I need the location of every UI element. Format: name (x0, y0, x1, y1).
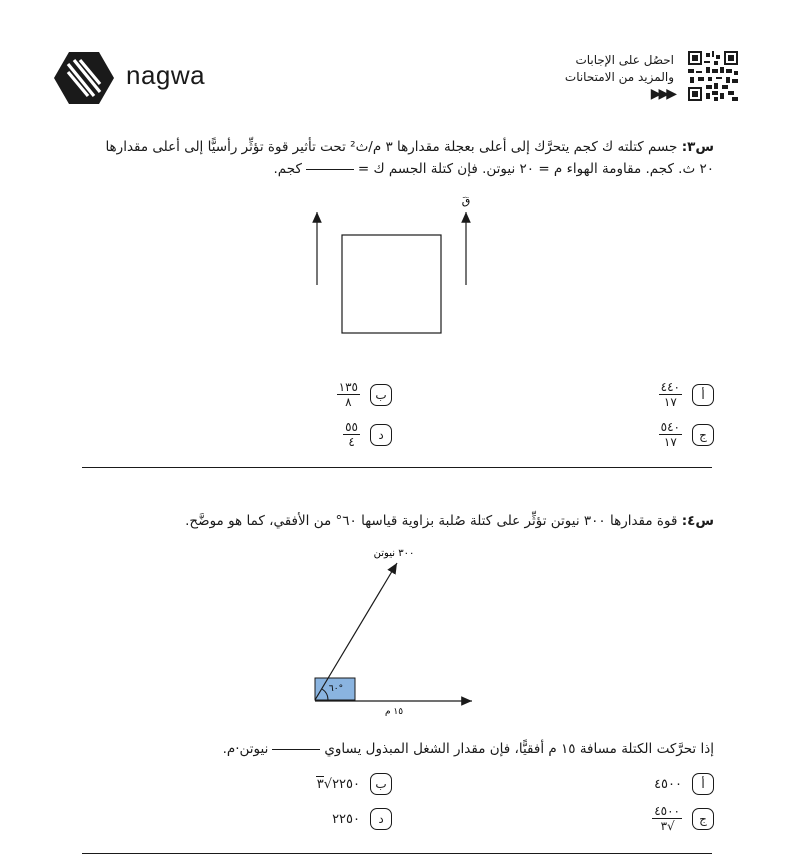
q4-statement: قوة مقدارها ٣٠٠ نيوتن تؤثِّر على كتلة صُلبة بزاوية قياسها ٦٠° من الأفقي، كما هو موضَّح. (185, 513, 678, 529)
radicand: ٣ (316, 776, 324, 792)
fraction-denominator: ١٧ (663, 395, 677, 409)
q4-option-a[interactable] (654, 773, 714, 795)
nagwa-logo-icon (54, 52, 114, 104)
fraction-numerator: ٤٤٠ (660, 380, 680, 394)
q3-option-d[interactable] (343, 420, 392, 449)
fraction-denominator: ١٧ (663, 435, 677, 449)
q3-option-b[interactable] (337, 380, 392, 409)
q3-option-a[interactable] (659, 380, 714, 409)
force-label: قَ (461, 194, 471, 207)
option-value: ٤٥٠٠ (654, 776, 682, 792)
force-label: ٣٠٠ نيوتن (373, 548, 415, 559)
q3-line-2-end: كجم. (273, 161, 302, 177)
option-letter-badge: د (370, 424, 392, 446)
option-letter-badge: ب (370, 384, 392, 406)
q4-text (74, 510, 714, 532)
fraction-numerator: ٤٥٠٠ (654, 804, 680, 818)
question-divider (82, 467, 712, 468)
fraction-denominator: ٨ (345, 395, 352, 409)
option-letter-badge: أ (692, 773, 714, 795)
fraction-numerator: ٥٤٠ (660, 420, 680, 434)
option-value: ٢٢٥٠ (332, 811, 360, 827)
option-fraction (652, 804, 682, 833)
distance-label: ١٥ م (384, 707, 404, 717)
q3-line-1 (74, 136, 714, 158)
fraction-numerator: ٥٥ (345, 420, 358, 434)
fraction-numerator: ١٣٥ (338, 380, 358, 394)
q3-number: س٣: (681, 139, 714, 155)
option-letter-badge: د (370, 808, 392, 830)
sqrt-icon: √ (667, 819, 675, 833)
q4-question (74, 738, 714, 760)
fraction-denominator (660, 819, 675, 833)
option-letter-badge: ج (692, 808, 714, 830)
q3-option-c[interactable] (659, 420, 714, 449)
q4-option-c[interactable] (652, 804, 714, 833)
q4-number: س٤: (681, 513, 714, 529)
question-divider (82, 853, 712, 854)
q3-line-2 (74, 158, 714, 180)
option-letter-badge: ب (370, 773, 392, 795)
q4-option-d[interactable] (332, 808, 392, 830)
option-fraction (337, 380, 360, 409)
q3-line-2-text: ٢٠ ث. كجم. مقاومة الهواء م = ٢٠ نيوتن. فإن كتلة الجسم ك = (357, 161, 714, 177)
play-arrows-icon: ▶▶▶ (650, 86, 674, 102)
answer-blank (306, 169, 354, 170)
angle-label: ٦٠° (328, 684, 344, 694)
option-fraction (659, 420, 682, 449)
q3-text (74, 136, 714, 180)
q3-line-1-text: جسم كتلته ك كجم يتحرَّك إلى أعلى بعجلة مقدارها ٣ م/ث² تحت تأثير قوة تؤثِّر رأسيًّا إلى أعلى مقدارها (105, 139, 678, 155)
option-letter-badge: أ (692, 384, 714, 406)
answer-blank (272, 749, 320, 750)
promo-text (565, 52, 674, 103)
option-fraction (659, 380, 682, 409)
mass-block (342, 235, 441, 333)
q4-diagram (300, 540, 480, 720)
promo-line-1: احصُل على الإجابات (575, 53, 674, 67)
q4-question-text: إذا تحرَّكت الكتلة مسافة ١٥ م أفقيًّا، فإن مقدار الشغل المبذول يساوي (324, 741, 714, 757)
option-letter-badge: ج (692, 424, 714, 446)
radicand: ٣ (660, 819, 668, 833)
fraction-denominator: ٤ (348, 435, 355, 449)
option-coefficient: ٢٢٥٠ (332, 776, 360, 792)
option-value (316, 777, 360, 792)
brand-name: nagwa (126, 60, 206, 90)
sqrt-icon: √ (323, 776, 333, 792)
q4-question-end: نيوتن·م. (222, 741, 269, 757)
force-300n-arrow (315, 563, 397, 700)
q3-diagram (300, 190, 490, 340)
option-fraction (343, 420, 360, 449)
q4-option-b[interactable] (316, 773, 392, 795)
promo-line-2: والمزيد من الامتحانات (564, 70, 674, 84)
qr-code-icon[interactable] (688, 51, 738, 101)
